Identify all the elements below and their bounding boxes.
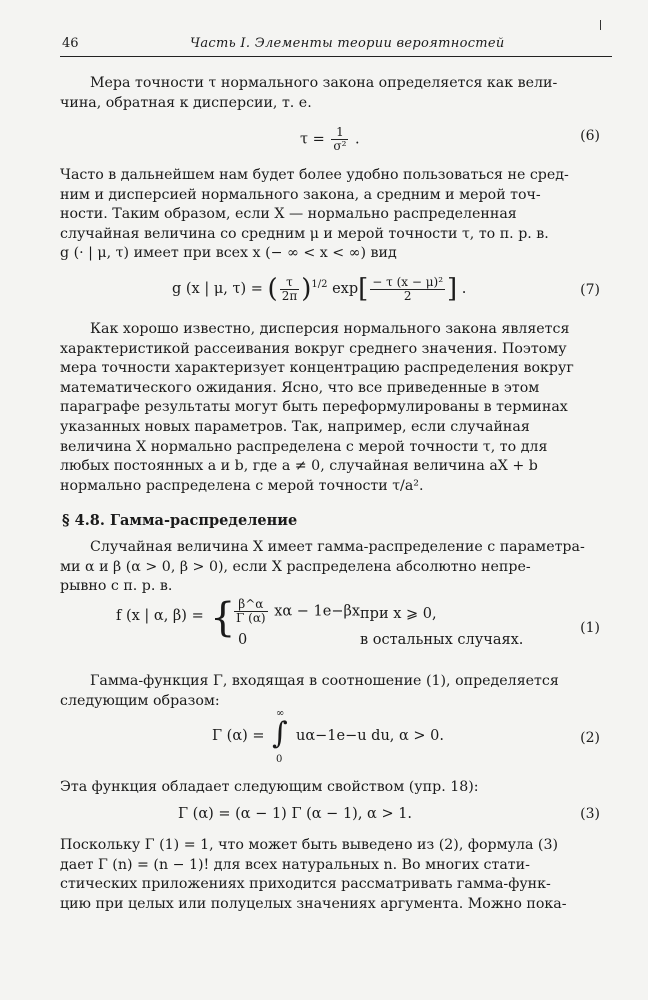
eq7-exp-den: 2 bbox=[403, 288, 412, 303]
eq2-lhs: Γ (α) = bbox=[212, 728, 265, 744]
eq6-num: 1 bbox=[331, 126, 348, 140]
eq1-label: (1) bbox=[580, 620, 600, 636]
eq7-exp: exp bbox=[332, 281, 359, 297]
text-line: Поскольку Γ (1) = 1, что может быть выведено из (2), формула (3) bbox=[60, 837, 559, 853]
equation-1: f (x | α, β) = { $\frac{\beta\^{}\alpha}{\Gamma (\alpha)}$ xα − 1e−βx при x ⩾ 0, 0 в остальных случаях. (1) bbox=[116, 595, 600, 648]
text-line: величина X нормально распределена с мерой точности τ, то для bbox=[60, 438, 548, 455]
text-line: Как хорошо известно, дисперсия нормального закона является bbox=[90, 321, 570, 337]
text-line: цию при целых или полуцелых значениях аргумента. Можно пока- bbox=[60, 895, 567, 912]
eq1-lhs: f (x | α, β) = bbox=[116, 608, 204, 624]
eq7-label: (7) bbox=[580, 282, 600, 298]
paragraph-mean-precision bbox=[60, 166, 612, 264]
equation-7: g (x | μ, τ) = ( $\frac{\tau}{2\pi}$ )$^{1/2}$ exp[ $\frac{\text{− τ (x − μ)²}}{2}$ ] . (7) bbox=[172, 274, 600, 304]
text-line: математического ожидания. Ясно, что все приведенные в этом bbox=[60, 379, 540, 396]
eq1-val2: 0 bbox=[238, 632, 248, 648]
eq7-lhs: g (x | μ, τ) = bbox=[172, 281, 263, 297]
eq2-lower: 0 bbox=[276, 754, 283, 765]
text-line: следующим образом: bbox=[60, 692, 220, 709]
text-line: g (· | μ, τ) имеет при всех x (− ∞ < x < ∞) вид bbox=[60, 245, 397, 262]
eq7-exp-num: − τ (x − μ)² bbox=[372, 274, 444, 289]
eq2-label: (2) bbox=[580, 730, 600, 746]
text-line: чина, обратная к дисперсии, т. е. bbox=[60, 94, 312, 111]
eq7-power: 1/2 bbox=[311, 279, 328, 291]
eq3-text: Γ (α) = (α − 1) Γ (α − 1), α > 1. bbox=[178, 806, 413, 822]
paragraph-factorial bbox=[60, 836, 612, 914]
paragraph-gamma-function bbox=[60, 672, 612, 711]
equation-3 bbox=[60, 804, 612, 828]
section-heading: § 4.8. Гамма-распределение bbox=[62, 512, 298, 529]
eq2-upper: ∞ bbox=[276, 708, 285, 719]
eq7-tail: . bbox=[461, 281, 467, 297]
text-line: случайная величина со средним μ и мерой точности τ, то п. р. в. bbox=[60, 225, 549, 242]
text-line: Гамма-функция Γ, входящая в соотношение (1), определяется bbox=[90, 673, 559, 689]
eq1-cond2: в остальных случаях. bbox=[360, 632, 524, 648]
text-line: Мера точности τ нормального закона определяется как вели- bbox=[90, 75, 558, 91]
eq3-label: (3) bbox=[580, 806, 600, 822]
text-line: ности. Таким образом, если X — нормально распределенная bbox=[60, 206, 517, 223]
paragraph-gamma-definition bbox=[60, 538, 612, 597]
eq1-num: β^α bbox=[234, 598, 268, 612]
page-number: 46 bbox=[62, 36, 79, 51]
running-title: Часть I. Элементы теории вероятностей bbox=[190, 36, 505, 51]
text-line: стических приложениях приходится рассматривать гамма-функ- bbox=[60, 876, 551, 893]
text-line: дает Γ (n) = (n − 1)! для всех натуральных n. Во многих стати- bbox=[60, 856, 530, 873]
equation-6 bbox=[60, 118, 612, 158]
paragraph-variance-remark bbox=[60, 320, 612, 496]
paragraph-precision-definition bbox=[60, 74, 612, 113]
text-line: ми α и β (α > 0, β > 0), если X распределена абсолютно непре- bbox=[60, 558, 531, 575]
paragraph-property bbox=[60, 778, 612, 798]
crop-mark bbox=[600, 20, 601, 30]
eq7-frac-den: 2π bbox=[281, 288, 298, 303]
text-line: Эта функция обладает следующим свойством (упр. 18): bbox=[60, 779, 479, 795]
text-line: нормально распределена с мерой точности τ/a². bbox=[60, 477, 424, 494]
eq1-cond1: при x ⩾ 0, bbox=[360, 606, 437, 622]
text-line: мера точности характеризует концентрацию распределения вокруг bbox=[60, 360, 574, 377]
eq1-body: xα − 1e−βx bbox=[274, 603, 361, 620]
eq6-tail: . bbox=[355, 131, 360, 148]
text-line: Часто в дальнейшем нам будет более удобно пользоваться не сред- bbox=[60, 167, 569, 183]
eq6-den: σ² bbox=[333, 139, 347, 153]
eq2-integrand: uα−1e−u du, α > 0. bbox=[296, 728, 445, 744]
eq1-den: Γ (α) bbox=[236, 611, 266, 625]
text-line: ним и дисперсией нормального закона, а средним и мерой точ- bbox=[60, 186, 541, 203]
equation-2: Γ (α) = ∞ ∫ 0 uα−1e−u du, α > 0. (2) bbox=[212, 708, 600, 765]
text-line: любых постоянных a и b, где a ≠ 0, случайная величина aX + b bbox=[60, 458, 538, 475]
text-line: характеристикой рассеивания вокруг среднего значения. Поэтому bbox=[60, 340, 567, 357]
eq6-label: (6) bbox=[580, 128, 600, 144]
header-rule bbox=[60, 56, 612, 57]
text-line: указанных новых параметров. Так, например, если случайная bbox=[60, 418, 530, 435]
eq6-lhs: τ = bbox=[300, 131, 325, 148]
text-line: Случайная величина X имеет гамма-распределение с параметра- bbox=[90, 539, 585, 555]
text-line: параграфе результаты могут быть переформулированы в терминах bbox=[60, 399, 568, 416]
text-line: рывно с п. р. в. bbox=[60, 578, 173, 595]
eq7-frac-num: τ bbox=[280, 276, 300, 290]
